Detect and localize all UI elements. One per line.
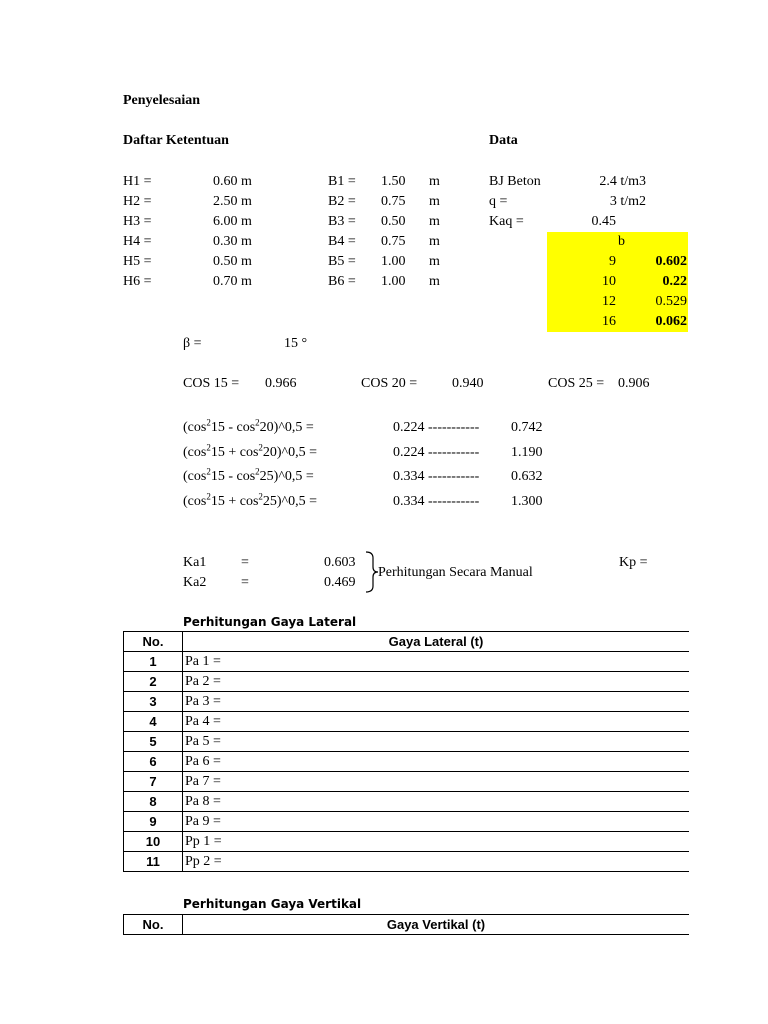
ka2-label: Ka2 bbox=[183, 575, 207, 590]
table-row bbox=[124, 672, 690, 692]
cos15-label: COS 15 = bbox=[183, 376, 240, 391]
b6-label: B6 = bbox=[328, 274, 356, 289]
formula-value-2: 1.300 bbox=[511, 494, 543, 509]
table-row bbox=[124, 832, 690, 852]
formula-expression: ($\cos^215$ + $\cos^220)\^{}0,5$ = bbox=[183, 442, 318, 460]
formula-value-1: 0.224 ----------- bbox=[393, 445, 480, 460]
formula-value-1: 0.334 ----------- bbox=[393, 469, 480, 484]
h1-value: 0.60 m bbox=[213, 174, 252, 189]
vertical-table bbox=[123, 914, 689, 935]
col-value-header: Gaya Vertikal (t) bbox=[183, 915, 690, 935]
b-table-value: 0.602 bbox=[655, 254, 687, 269]
h5-label: H5 = bbox=[123, 254, 152, 269]
row-label: Pa 5 = bbox=[183, 732, 690, 752]
q-label: q = bbox=[489, 194, 508, 209]
ketentuan-header: Daftar Ketentuan bbox=[123, 133, 229, 148]
h5-value: 0.50 m bbox=[213, 254, 252, 269]
table-row bbox=[124, 812, 690, 832]
b-table-value: 0.062 bbox=[655, 314, 687, 329]
row-label: Pa 4 = bbox=[183, 712, 690, 732]
col-value-header: Gaya Lateral (t) bbox=[183, 632, 690, 652]
bj-beton-label: BJ Beton bbox=[489, 174, 541, 189]
ka1-label: Ka1 bbox=[183, 555, 207, 570]
b1-label: B1 = bbox=[328, 174, 356, 189]
table-row bbox=[124, 752, 690, 772]
row-no: 9 bbox=[124, 812, 183, 832]
kaq-label: Kaq = bbox=[489, 214, 524, 229]
row-no: 7 bbox=[124, 772, 183, 792]
h6-label: H6 = bbox=[123, 274, 152, 289]
h1-label: H1 = bbox=[123, 174, 152, 189]
b-table-value: 0.529 bbox=[655, 294, 687, 309]
formula-value-2: 0.742 bbox=[511, 420, 543, 435]
formula-value-2: 1.190 bbox=[511, 445, 543, 460]
table-row bbox=[124, 792, 690, 812]
b3-label: B3 = bbox=[328, 214, 356, 229]
row-no: 3 bbox=[124, 692, 183, 712]
h3-label: H3 = bbox=[123, 214, 152, 229]
cos15-value: 0.966 bbox=[265, 376, 297, 391]
b1-unit: m bbox=[429, 174, 440, 189]
row-label: Pp 1 = bbox=[183, 832, 690, 852]
b2-value: 0.75 bbox=[381, 194, 406, 209]
ka2-equals: = bbox=[241, 575, 249, 590]
b3-value: 0.50 bbox=[381, 214, 406, 229]
table-row bbox=[124, 692, 690, 712]
row-label: Pa 9 = bbox=[183, 812, 690, 832]
cos20-label: COS 20 = bbox=[361, 376, 418, 391]
h3-value: 6.00 m bbox=[213, 214, 252, 229]
h2-label: H2 = bbox=[123, 194, 152, 209]
table-header-row bbox=[124, 915, 690, 935]
b-table-b: 9 bbox=[609, 254, 616, 269]
formula-expression: ($\cos^215$ - $\cos^220)\^{}0,5$ = bbox=[183, 417, 314, 435]
h2-value: 2.50 m bbox=[213, 194, 252, 209]
table-row bbox=[124, 652, 690, 672]
b-table-b: 16 bbox=[602, 314, 616, 329]
row-no: 8 bbox=[124, 792, 183, 812]
row-no: 2 bbox=[124, 672, 183, 692]
row-label: Pa 1 = bbox=[183, 652, 690, 672]
b2-unit: m bbox=[429, 194, 440, 209]
b4-value: 0.75 bbox=[381, 234, 406, 249]
row-no: 1 bbox=[124, 652, 183, 672]
beta-label: β = bbox=[183, 336, 202, 351]
b3-unit: m bbox=[429, 214, 440, 229]
h4-value: 0.30 m bbox=[213, 234, 252, 249]
ka1-equals: = bbox=[241, 555, 249, 570]
col-no-header: No. bbox=[124, 915, 183, 935]
b6-value: 1.00 bbox=[381, 274, 406, 289]
table-row bbox=[124, 712, 690, 732]
bj-beton-value: 2.4 t/m3 bbox=[599, 174, 646, 189]
b-table-header: b bbox=[618, 234, 625, 249]
b6-unit: m bbox=[429, 274, 440, 289]
ka1-value: 0.603 bbox=[324, 555, 356, 570]
page-title: Penyelesaian bbox=[123, 93, 200, 108]
row-no: 6 bbox=[124, 752, 183, 772]
b5-label: B5 = bbox=[328, 254, 356, 269]
lateral-table bbox=[123, 631, 689, 872]
table-row bbox=[124, 852, 690, 872]
b-table-b: 12 bbox=[602, 294, 616, 309]
ka2-value: 0.469 bbox=[324, 575, 356, 590]
b2-label: B2 = bbox=[328, 194, 356, 209]
formula-expression: ($\cos^215$ - $\cos^225)\^{}0,5$ = bbox=[183, 466, 314, 484]
ka-note: Perhitungan Secara Manual bbox=[378, 565, 533, 580]
formula-value-1: 0.334 ----------- bbox=[393, 494, 480, 509]
row-no: 10 bbox=[124, 832, 183, 852]
b5-value: 1.00 bbox=[381, 254, 406, 269]
formula-expression: ($\cos^215$ + $\cos^225)\^{}0,5$ = bbox=[183, 491, 318, 509]
col-no-header: No. bbox=[124, 632, 183, 652]
kaq-value: 0.45 bbox=[591, 214, 616, 229]
table-header-row bbox=[124, 632, 690, 652]
h4-label: H4 = bbox=[123, 234, 152, 249]
cos20-value: 0.940 bbox=[452, 376, 484, 391]
table-row bbox=[124, 732, 690, 752]
row-label: Pa 8 = bbox=[183, 792, 690, 812]
b-table-value: 0.22 bbox=[662, 274, 687, 289]
formula-value-1: 0.224 ----------- bbox=[393, 420, 480, 435]
table-row bbox=[124, 772, 690, 792]
data-header: Data bbox=[489, 133, 518, 148]
b4-unit: m bbox=[429, 234, 440, 249]
lateral-title: Perhitungan Gaya Lateral bbox=[183, 615, 357, 629]
cos25-label: COS 25 = bbox=[548, 376, 605, 391]
b1-value: 1.50 bbox=[381, 174, 406, 189]
row-label: Pa 3 = bbox=[183, 692, 690, 712]
h6-value: 0.70 m bbox=[213, 274, 252, 289]
row-label: Pa 7 = bbox=[183, 772, 690, 792]
b4-label: B4 = bbox=[328, 234, 356, 249]
b-table-b: 10 bbox=[602, 274, 616, 289]
row-no: 11 bbox=[124, 852, 183, 872]
b5-unit: m bbox=[429, 254, 440, 269]
row-label: Pa 6 = bbox=[183, 752, 690, 772]
row-no: 5 bbox=[124, 732, 183, 752]
cos25-value: 0.906 bbox=[618, 376, 650, 391]
row-no: 4 bbox=[124, 712, 183, 732]
formula-value-2: 0.632 bbox=[511, 469, 543, 484]
q-value: 3 t/m2 bbox=[609, 194, 646, 209]
beta-value: 15 ° bbox=[284, 336, 308, 351]
kp-label: Kp = bbox=[619, 555, 648, 570]
vertical-title: Perhitungan Gaya Vertikal bbox=[183, 897, 362, 911]
row-label: Pp 2 = bbox=[183, 852, 690, 872]
row-label: Pa 2 = bbox=[183, 672, 690, 692]
